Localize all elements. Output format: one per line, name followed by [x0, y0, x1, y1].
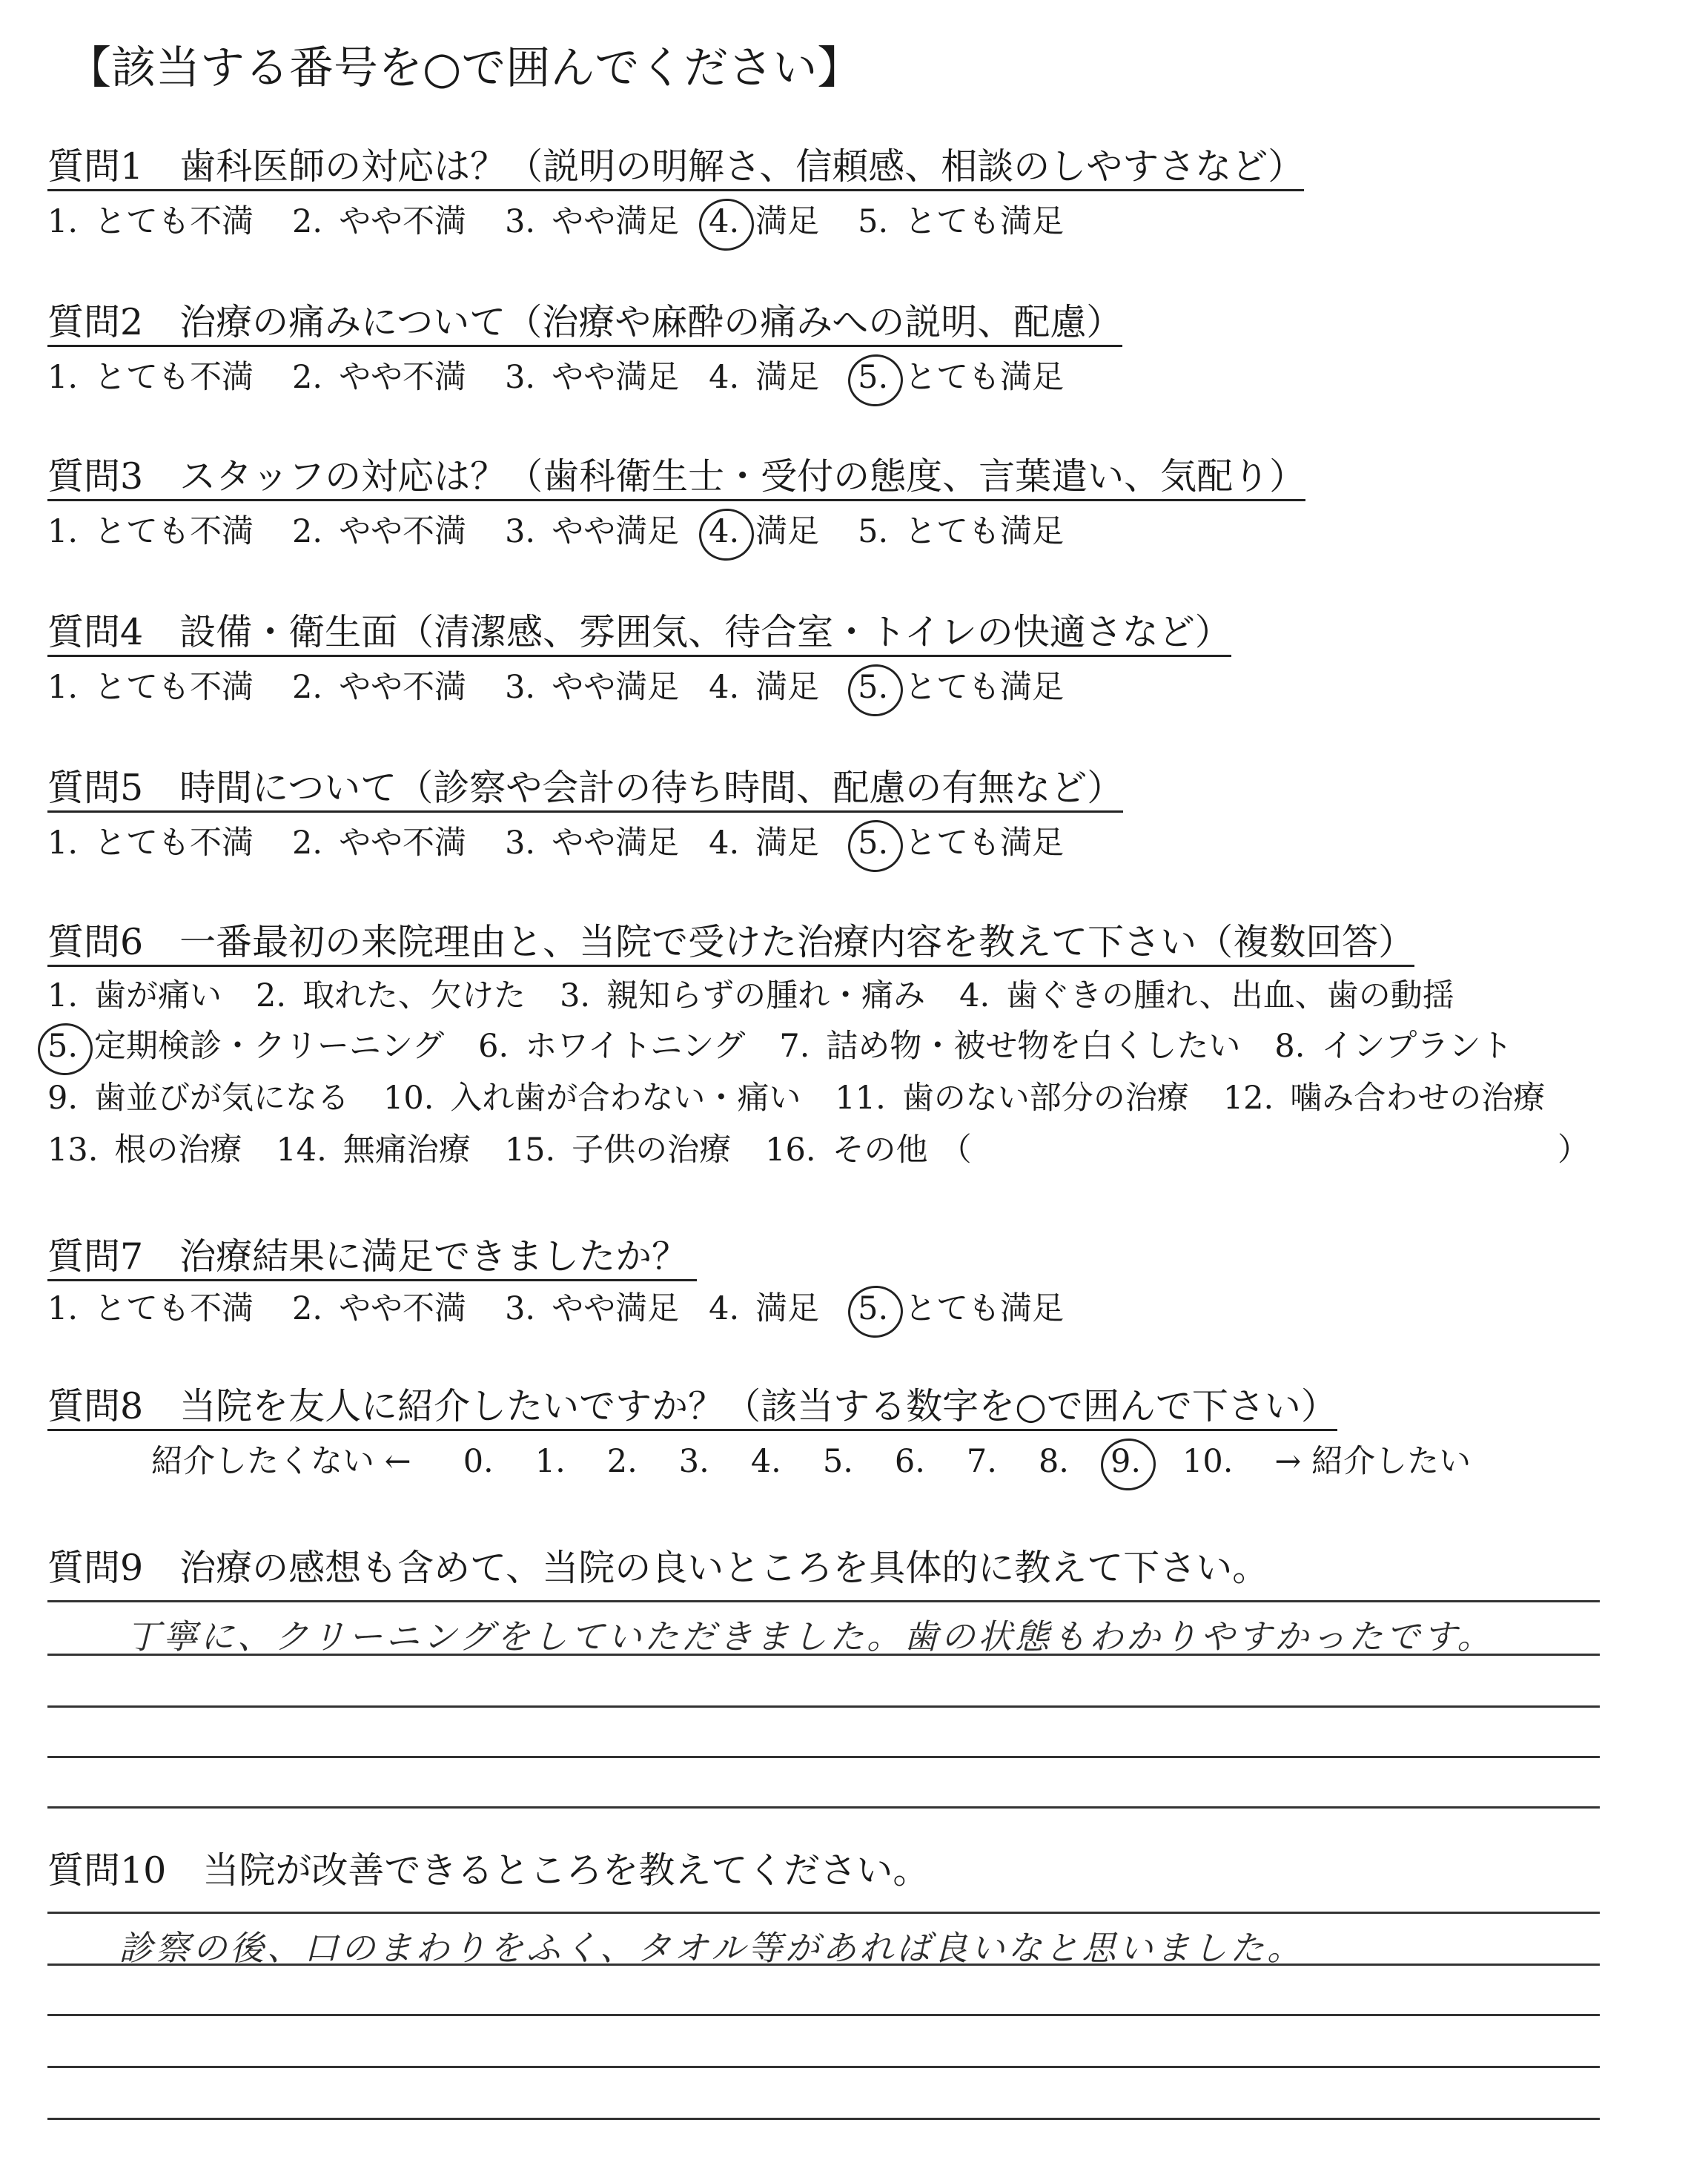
option-number: 1.: [47, 669, 79, 706]
other-paren-open: （: [939, 1132, 972, 1169]
question-6-option-6: [478, 1028, 746, 1065]
question-6-option-8: [1274, 1028, 1513, 1065]
question-1-option-5: [858, 203, 1065, 240]
question-5-option-2: [292, 825, 467, 862]
selected-option-number: 5.: [858, 359, 889, 396]
question-6-option-11: [835, 1080, 1189, 1117]
option-number: 3.: [505, 203, 536, 240]
question-6-option-2: [256, 977, 526, 1014]
answer-line: [47, 1600, 1600, 1602]
question-6-option-12: [1222, 1080, 1546, 1117]
scale-number: 8.: [1038, 1443, 1069, 1480]
option-label: やや不満: [339, 825, 467, 862]
question-3-option-3: [505, 513, 680, 550]
answer-line: [47, 1912, 1600, 1914]
option-label: やや満足: [552, 359, 680, 396]
question-3-option-1: [47, 513, 254, 550]
question-2-option-3: [505, 359, 680, 396]
option-number: 1.: [47, 977, 79, 1014]
answer-line: [47, 1964, 1600, 1966]
option-label: やや満足: [552, 1290, 680, 1327]
option-number: 2.: [292, 513, 323, 550]
question-6-row-4: [47, 1132, 1619, 1169]
answer-line: [47, 1654, 1600, 1656]
option-label: 歯のない部分の治療: [901, 1080, 1189, 1117]
option-label: とても満足: [904, 203, 1065, 240]
option-label: やや満足: [552, 669, 680, 706]
option-label: やや不満: [339, 359, 467, 396]
option-label: 親知らずの腫れ・痛み: [606, 977, 926, 1014]
option-number: 8.: [1274, 1028, 1305, 1065]
answer-line: [47, 2014, 1600, 2016]
option-label: とても満足: [904, 359, 1065, 396]
form-instruction: 【該当する番号を○で囲んでください】: [67, 42, 862, 94]
question-7-option-3: [505, 1290, 680, 1327]
option-number: 3.: [505, 1290, 536, 1327]
option-label: とても満足: [904, 513, 1065, 550]
selected-option-number: 4.: [709, 203, 740, 240]
scale-number: 1.: [534, 1443, 566, 1480]
option-number: 12.: [1222, 1080, 1274, 1117]
option-label: やや不満: [339, 1290, 467, 1327]
option-number: 3.: [560, 977, 591, 1014]
answer-line: [47, 2066, 1600, 2068]
question-7-option-2: [292, 1290, 467, 1327]
question-1-option-2: [292, 203, 467, 240]
option-label: とても不満: [94, 669, 254, 706]
question-3-title: 質問3 スタッフの対応は？（歯科衛生士・受付の態度、言葉遣い、気配り）: [47, 458, 1305, 501]
question-9-answer: 丁寧に、クリーニングをしていただきました。歯の状態もわかりやすかったです。: [126, 1616, 1494, 1657]
scale-number: 7.: [966, 1443, 997, 1480]
option-label: とても不満: [94, 825, 254, 862]
option-number: 9.: [47, 1080, 79, 1117]
option-number: 14.: [276, 1132, 327, 1169]
question-6-option-3: [560, 977, 926, 1014]
question-7-options: [47, 1290, 1065, 1327]
option-number: 2.: [292, 203, 323, 240]
question-1-option-3: [505, 203, 680, 240]
option-number: 1.: [47, 825, 79, 862]
question-5-option-5: [858, 825, 1065, 862]
option-label: 満足: [755, 1290, 820, 1327]
question-10-answer: 診察の後、口のまわりをふく、タオル等があれば良いなと思いました。: [119, 1928, 1305, 1968]
option-label: とても満足: [904, 669, 1065, 706]
question-6-option-1: [47, 977, 222, 1014]
question-6-option-14: [276, 1132, 471, 1169]
option-label: 満足: [755, 669, 820, 706]
question-1-options: [47, 203, 1065, 240]
option-number: 1.: [47, 359, 79, 396]
option-label: 満足: [755, 359, 820, 396]
option-label: やや不満: [339, 203, 467, 240]
scale-number: 2.: [606, 1443, 638, 1480]
option-number: 1.: [47, 203, 79, 240]
scale-left-label: 紹介したくない ←: [151, 1443, 411, 1480]
option-number: 3.: [505, 359, 536, 396]
question-7-option-5: [858, 1290, 1065, 1327]
option-label: 歯が痛い: [94, 977, 222, 1014]
option-number: 13.: [47, 1132, 99, 1169]
question-6-option-9: [47, 1080, 350, 1117]
option-number: 3.: [505, 825, 536, 862]
question-2-options: [47, 359, 1065, 396]
scale-number: 4.: [750, 1443, 781, 1480]
question-5-option-1: [47, 825, 254, 862]
scale-number: 3.: [678, 1443, 709, 1480]
option-number: 3.: [505, 669, 536, 706]
question-2-option-4: [709, 359, 820, 396]
option-number: 10.: [383, 1080, 434, 1117]
question-2-title: 質問2 治療の痛みについて（治療や麻酔の痛みへの説明、配慮）: [47, 304, 1122, 347]
option-label: やや不満: [339, 513, 467, 550]
option-label: やや不満: [339, 669, 467, 706]
option-number: 6.: [478, 1028, 509, 1065]
question-2-option-1: [47, 359, 254, 396]
option-number: 2.: [292, 359, 323, 396]
option-number: 5.: [858, 203, 889, 240]
question-6-row-3: [47, 1080, 1546, 1117]
other-paren-close: ）: [1558, 1132, 1589, 1169]
option-label: とても不満: [94, 359, 254, 396]
question-9-title: 質問9 治療の感想も含めて、当院の良いところを具体的に教えて下さい。: [47, 1547, 1269, 1589]
option-label: やや満足: [552, 513, 680, 550]
selected-option-number: 5.: [47, 1028, 79, 1065]
question-10-title: 質問10 当院が改善できるところを教えてください。: [47, 1849, 930, 1892]
option-label: 詰め物・被せ物を白くしたい: [826, 1028, 1241, 1065]
question-4-option-5: [858, 669, 1065, 706]
question-3-option-4: [709, 513, 820, 550]
question-3-options: [47, 513, 1065, 550]
question-7-option-4: [709, 1290, 820, 1327]
question-6-option-4: [959, 977, 1454, 1014]
question-1-title: 質問1 歯科医師の対応は？（説明の明解さ、信頼感、相談のしやすさなど）: [47, 148, 1304, 191]
option-label: 満足: [755, 513, 820, 550]
question-8-title: 質問8 当院を友人に紹介したいですか？（該当する数字を○で囲んで下さい）: [47, 1388, 1337, 1431]
question-4-option-4: [709, 669, 820, 706]
option-number: 4.: [709, 825, 740, 862]
option-number: 7.: [779, 1028, 810, 1065]
option-number: 16.: [765, 1132, 816, 1169]
option-number: 15.: [504, 1132, 556, 1169]
option-number: 5.: [858, 513, 889, 550]
option-number: 4.: [709, 359, 740, 396]
question-3-option-5: [858, 513, 1065, 550]
option-number: 3.: [505, 513, 536, 550]
selected-option-number: 4.: [709, 513, 740, 550]
selected-scale-number: 9.: [1110, 1443, 1142, 1480]
option-number: 11.: [835, 1080, 886, 1117]
selected-option-number: 5.: [858, 1290, 889, 1327]
question-1-option-1: [47, 203, 254, 240]
question-4-option-2: [292, 669, 467, 706]
question-5-option-3: [505, 825, 680, 862]
option-label: 取れた、欠けた: [302, 977, 526, 1014]
option-number: 2.: [256, 977, 287, 1014]
scale-number: 10.: [1182, 1443, 1234, 1480]
option-label: やや満足: [552, 203, 680, 240]
scale-number: 6.: [894, 1443, 925, 1480]
selected-option-number: 5.: [858, 825, 889, 862]
question-6-option-5: [47, 1028, 445, 1065]
option-label: 噛み合わせの治療: [1290, 1080, 1546, 1117]
option-label: 無痛治療: [342, 1132, 471, 1169]
question-6-option-7: [779, 1028, 1241, 1065]
question-6-option-15: [504, 1132, 732, 1169]
question-5-title: 質問5 時間について（診察や会計の待ち時間、配慮の有無など）: [47, 770, 1123, 813]
question-6-option-13: [47, 1132, 242, 1169]
option-number: 4.: [709, 669, 740, 706]
question-5-option-4: [709, 825, 820, 862]
scale-right-label: → 紹介したい: [1274, 1443, 1472, 1480]
question-6-row-2: [47, 1028, 1513, 1065]
question-4-option-3: [505, 669, 680, 706]
option-number: 1.: [47, 1290, 79, 1327]
answer-line: [47, 2118, 1600, 2120]
question-8-scale: [151, 1443, 1472, 1480]
answer-line: [47, 1705, 1600, 1708]
question-3-option-2: [292, 513, 467, 550]
option-label: やや満足: [552, 825, 680, 862]
scale-number: 0.: [463, 1443, 494, 1480]
question-4-options: [47, 669, 1065, 706]
question-6-title: 質問6 一番最初の来院理由と、当院で受けた治療内容を教えて下さい（複数回答）: [47, 924, 1414, 967]
question-4-option-1: [47, 669, 254, 706]
option-number: 4.: [709, 1290, 740, 1327]
option-label: 歯ぐきの腫れ、出血、歯の動揺: [1006, 977, 1454, 1014]
question-4-title: 質問4 設備・衛生面（清潔感、雰囲気、待合室・トイレの快適さなど）: [47, 614, 1231, 657]
option-label: とても不満: [94, 513, 254, 550]
option-label: ホワイトニング: [525, 1028, 746, 1065]
scale-number: 5.: [822, 1443, 853, 1480]
question-7-title: 質問7 治療結果に満足できましたか？: [47, 1238, 697, 1281]
question-7-option-1: [47, 1290, 254, 1327]
option-label: とても不満: [94, 1290, 254, 1327]
option-label: とても不満: [94, 203, 254, 240]
question-2-option-5: [858, 359, 1065, 396]
option-label: 根の治療: [114, 1132, 242, 1169]
question-6-row-1: [47, 977, 1454, 1014]
question-1-option-4: [709, 203, 820, 240]
answer-line: [47, 1806, 1600, 1809]
question-2-option-2: [292, 359, 467, 396]
option-label: その他: [832, 1132, 928, 1169]
option-label: 子供の治療: [572, 1132, 732, 1169]
option-number: 2.: [292, 1290, 323, 1327]
option-label: とても満足: [904, 825, 1065, 862]
option-label: 満足: [755, 825, 820, 862]
answer-line: [47, 1756, 1600, 1758]
question-6-option-10: [383, 1080, 801, 1117]
selected-option-number: 5.: [858, 669, 889, 706]
question-5-options: [47, 825, 1065, 862]
option-label: 定期検診・クリーニング: [94, 1028, 445, 1065]
question-6-option-16: [765, 1132, 928, 1169]
option-label: インプラント: [1321, 1028, 1513, 1065]
option-label: 入れ歯が合わない・痛い: [450, 1080, 801, 1117]
option-number: 2.: [292, 669, 323, 706]
option-label: とても満足: [904, 1290, 1065, 1327]
option-number: 2.: [292, 825, 323, 862]
option-number: 1.: [47, 513, 79, 550]
option-number: 4.: [959, 977, 990, 1014]
option-label: 満足: [755, 203, 820, 240]
option-label: 歯並びが気になる: [94, 1080, 350, 1117]
